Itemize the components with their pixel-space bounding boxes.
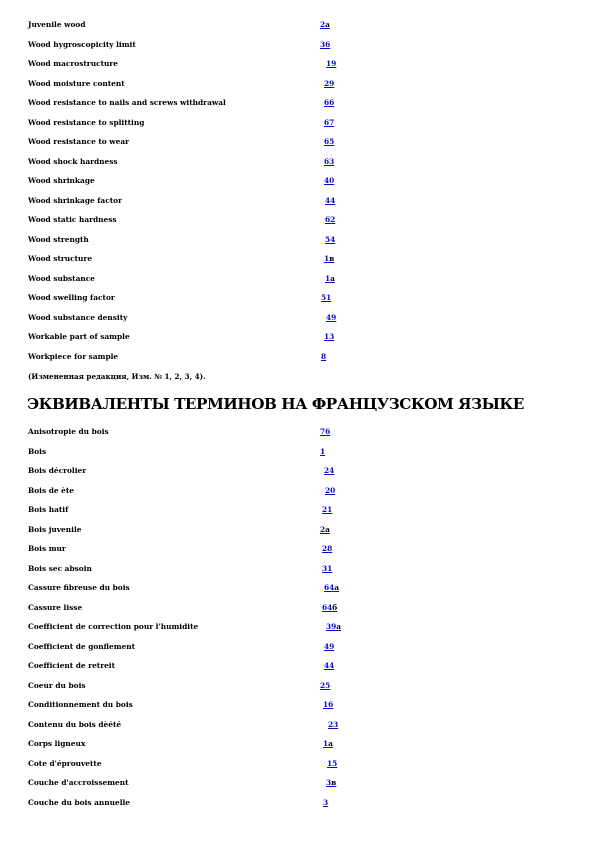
index-term: Wood resistance to splitting bbox=[28, 117, 145, 127]
reference-number: 40 bbox=[324, 176, 335, 185]
reference-number: 67 bbox=[324, 117, 335, 127]
index-entry bbox=[28, 311, 568, 325]
reference-number: 44 bbox=[325, 195, 336, 205]
term-reference-link[interactable] bbox=[320, 38, 330, 52]
reference-number: 63 bbox=[324, 156, 335, 166]
reference-number: 51 bbox=[321, 293, 332, 302]
index-entry bbox=[28, 523, 568, 537]
index-entry bbox=[28, 425, 568, 439]
term-reference-link[interactable] bbox=[322, 601, 337, 615]
reference-number: 2 bbox=[320, 524, 326, 534]
term-reference-link[interactable] bbox=[326, 311, 336, 325]
index-term: Wood hygroscopicity limit bbox=[28, 39, 136, 49]
reference-number: 65 bbox=[324, 137, 335, 146]
index-entry bbox=[28, 562, 568, 576]
index-term: Bois mur bbox=[28, 544, 66, 553]
term-reference-link[interactable] bbox=[324, 116, 334, 130]
index-entry bbox=[28, 581, 568, 595]
index-entry bbox=[28, 38, 568, 52]
index-term: Juvenile wood bbox=[28, 20, 86, 29]
term-reference-link[interactable] bbox=[325, 233, 335, 247]
reference-suffix: a bbox=[325, 20, 330, 29]
index-term: Coefficient de correction pour l'humidite bbox=[28, 622, 199, 631]
index-term: Bois sec absoin bbox=[28, 563, 92, 573]
index-entry bbox=[28, 96, 568, 110]
index-term: Coeur du bois bbox=[28, 680, 86, 690]
term-reference-link[interactable] bbox=[322, 542, 332, 556]
index-entry bbox=[28, 291, 568, 305]
index-term: Wood static hardness bbox=[28, 215, 117, 224]
index-entry bbox=[28, 542, 568, 556]
term-reference-link[interactable] bbox=[320, 445, 325, 459]
index-term: Bois de ète bbox=[28, 485, 74, 495]
reference-number: 3 bbox=[326, 778, 332, 787]
term-reference-link[interactable] bbox=[323, 737, 333, 751]
index-term: Conditionnement du bois bbox=[28, 700, 133, 709]
reference-number: 15 bbox=[327, 758, 338, 768]
term-reference-link[interactable] bbox=[320, 679, 330, 693]
index-entry bbox=[28, 252, 568, 266]
index-term: Anisotropie du bois bbox=[28, 427, 109, 436]
index-term: Bois hatif bbox=[28, 505, 69, 514]
reference-number: 39 bbox=[326, 622, 337, 631]
term-reference-link[interactable] bbox=[324, 155, 334, 169]
index-term: Cassure fibreuse du bois bbox=[28, 583, 130, 592]
reference-number: 24 bbox=[324, 466, 335, 475]
term-reference-link[interactable] bbox=[325, 484, 335, 498]
term-reference-link[interactable] bbox=[324, 174, 334, 188]
term-reference-link[interactable] bbox=[324, 581, 339, 595]
reference-number: 2 bbox=[320, 20, 326, 29]
index-term: Couche d'accroissement bbox=[28, 778, 129, 787]
index-term: Wood shrinkage bbox=[28, 176, 95, 185]
index-entry bbox=[28, 757, 568, 771]
reference-number: 54 bbox=[325, 234, 336, 244]
index-term: Workable part of sample bbox=[28, 332, 130, 341]
index-term: Wood macrostructure bbox=[28, 59, 118, 68]
index-term: Wood shock hardness bbox=[28, 156, 118, 166]
index-term: Bois juvenile bbox=[28, 524, 82, 534]
index-entry bbox=[28, 640, 568, 654]
reference-number: 76 bbox=[320, 427, 331, 436]
reference-number: 23 bbox=[328, 719, 339, 729]
index-entry bbox=[28, 796, 568, 810]
index-entry bbox=[28, 601, 568, 615]
reference-number: 20 bbox=[325, 485, 336, 495]
index-term: Coefficient de gonflement bbox=[28, 641, 136, 651]
index-term: Wood resistance to wear bbox=[28, 137, 130, 146]
reference-number: 13 bbox=[324, 332, 335, 341]
reference-number: 1 bbox=[320, 446, 326, 456]
index-term: Bois bbox=[28, 446, 47, 456]
index-entry bbox=[28, 174, 568, 188]
reference-number: 49 bbox=[324, 641, 335, 651]
term-reference-link[interactable] bbox=[323, 698, 333, 712]
term-reference-link[interactable] bbox=[324, 659, 334, 673]
index-entry bbox=[28, 445, 568, 459]
term-reference-link[interactable] bbox=[324, 96, 334, 110]
reference-suffix: а bbox=[325, 524, 330, 534]
index-term: Wood swelling factor bbox=[28, 293, 115, 302]
index-entry bbox=[28, 233, 568, 247]
term-reference-link[interactable] bbox=[320, 18, 330, 32]
reference-suffix: а bbox=[336, 622, 342, 631]
term-reference-link[interactable] bbox=[321, 291, 331, 305]
index-entry bbox=[28, 620, 568, 634]
index-entry bbox=[28, 776, 568, 790]
reference-number: 25 bbox=[320, 680, 331, 690]
index-term: Wood strength bbox=[28, 234, 89, 244]
reference-number: 1 bbox=[324, 254, 330, 263]
index-term: Wood substance bbox=[28, 273, 95, 283]
index-term: Corps ligneux bbox=[28, 739, 86, 748]
index-term: Contenu du bois dèété bbox=[28, 719, 122, 729]
reference-number: 49 bbox=[326, 312, 337, 322]
term-reference-link[interactable] bbox=[320, 523, 330, 537]
reference-number: 64 bbox=[324, 583, 335, 592]
term-reference-link[interactable] bbox=[324, 640, 334, 654]
index-entry bbox=[28, 464, 568, 478]
amendment-note: (Измененная редакция, Изм. № 1, 2, 3, 4). bbox=[28, 372, 206, 381]
term-reference-link[interactable] bbox=[325, 194, 335, 208]
term-reference-link[interactable] bbox=[327, 757, 337, 771]
term-reference-link[interactable] bbox=[321, 350, 326, 364]
index-term: Cote d'éprouvette bbox=[28, 758, 102, 768]
term-reference-link[interactable] bbox=[326, 776, 336, 790]
index-entry bbox=[28, 18, 568, 32]
index-entry bbox=[28, 272, 568, 286]
reference-number: 8 bbox=[321, 351, 327, 361]
term-reference-link[interactable] bbox=[324, 135, 334, 149]
index-entry bbox=[28, 330, 568, 344]
index-term: Bois décrolier bbox=[28, 466, 87, 475]
index-term: Wood shrinkage factor bbox=[28, 195, 122, 205]
reference-suffix: в bbox=[329, 254, 335, 263]
index-entry bbox=[28, 698, 568, 712]
term-reference-link[interactable] bbox=[325, 272, 335, 286]
term-reference-link[interactable] bbox=[328, 718, 338, 732]
french-equivalents-heading: ЭКВИВАЛЕНТЫ ТЕРМИНОВ НА ФРАНЦУЗСКОМ ЯЗЫКЕ bbox=[27, 395, 524, 413]
reference-number: 21 bbox=[322, 505, 333, 514]
reference-number: 66 bbox=[324, 98, 335, 107]
reference-suffix: а bbox=[328, 739, 333, 748]
index-entry bbox=[28, 503, 568, 517]
index-term: Wood structure bbox=[28, 254, 93, 263]
term-reference-link[interactable] bbox=[326, 57, 336, 71]
index-term: Couche du bois annuelle bbox=[28, 797, 131, 807]
reference-number: 3 bbox=[323, 797, 329, 807]
reference-number: 62 bbox=[325, 215, 336, 224]
term-reference-link[interactable] bbox=[322, 503, 332, 517]
term-reference-link[interactable] bbox=[324, 330, 334, 344]
index-entry bbox=[28, 135, 568, 149]
term-reference-link[interactable] bbox=[324, 77, 334, 91]
term-reference-link[interactable] bbox=[326, 620, 341, 634]
index-entry bbox=[28, 57, 568, 71]
index-entry bbox=[28, 659, 568, 673]
reference-suffix: б bbox=[332, 602, 338, 612]
reference-number: 19 bbox=[326, 59, 337, 68]
reference-suffix: в bbox=[331, 778, 337, 787]
reference-number: 44 bbox=[324, 661, 335, 670]
reference-number: 36 bbox=[320, 39, 331, 49]
term-reference-link[interactable] bbox=[320, 425, 330, 439]
index-term: Wood substance density bbox=[28, 312, 128, 322]
index-entry bbox=[28, 484, 568, 498]
index-entry bbox=[28, 155, 568, 169]
term-reference-link[interactable] bbox=[322, 562, 332, 576]
reference-number: 64 bbox=[322, 602, 333, 612]
index-entry bbox=[28, 213, 568, 227]
index-entry bbox=[28, 679, 568, 693]
index-entry bbox=[28, 77, 568, 91]
index-entry bbox=[28, 718, 568, 732]
reference-number: 16 bbox=[323, 700, 334, 709]
term-reference-link[interactable] bbox=[324, 464, 334, 478]
reference-number: 28 bbox=[322, 544, 333, 553]
index-term: Cassure lisse bbox=[28, 602, 83, 612]
term-reference-link[interactable] bbox=[325, 213, 335, 227]
reference-number: 1 bbox=[325, 273, 331, 283]
index-term: Wood moisture content bbox=[28, 78, 125, 88]
term-reference-link[interactable] bbox=[323, 796, 328, 810]
reference-suffix: а bbox=[334, 583, 340, 592]
index-term: Workpiece for sample bbox=[28, 351, 119, 361]
reference-number: 31 bbox=[322, 563, 333, 573]
index-entry bbox=[28, 116, 568, 130]
index-entry bbox=[28, 194, 568, 208]
index-entry bbox=[28, 350, 568, 364]
index-entry bbox=[28, 737, 568, 751]
reference-number: 29 bbox=[324, 78, 335, 88]
reference-suffix: а bbox=[330, 273, 335, 283]
index-term: Coefficient de retreit bbox=[28, 661, 116, 670]
reference-number: 1 bbox=[323, 739, 329, 748]
index-term: Wood resistance to nails and screws withdrawal bbox=[28, 98, 226, 107]
term-reference-link[interactable] bbox=[324, 252, 334, 266]
